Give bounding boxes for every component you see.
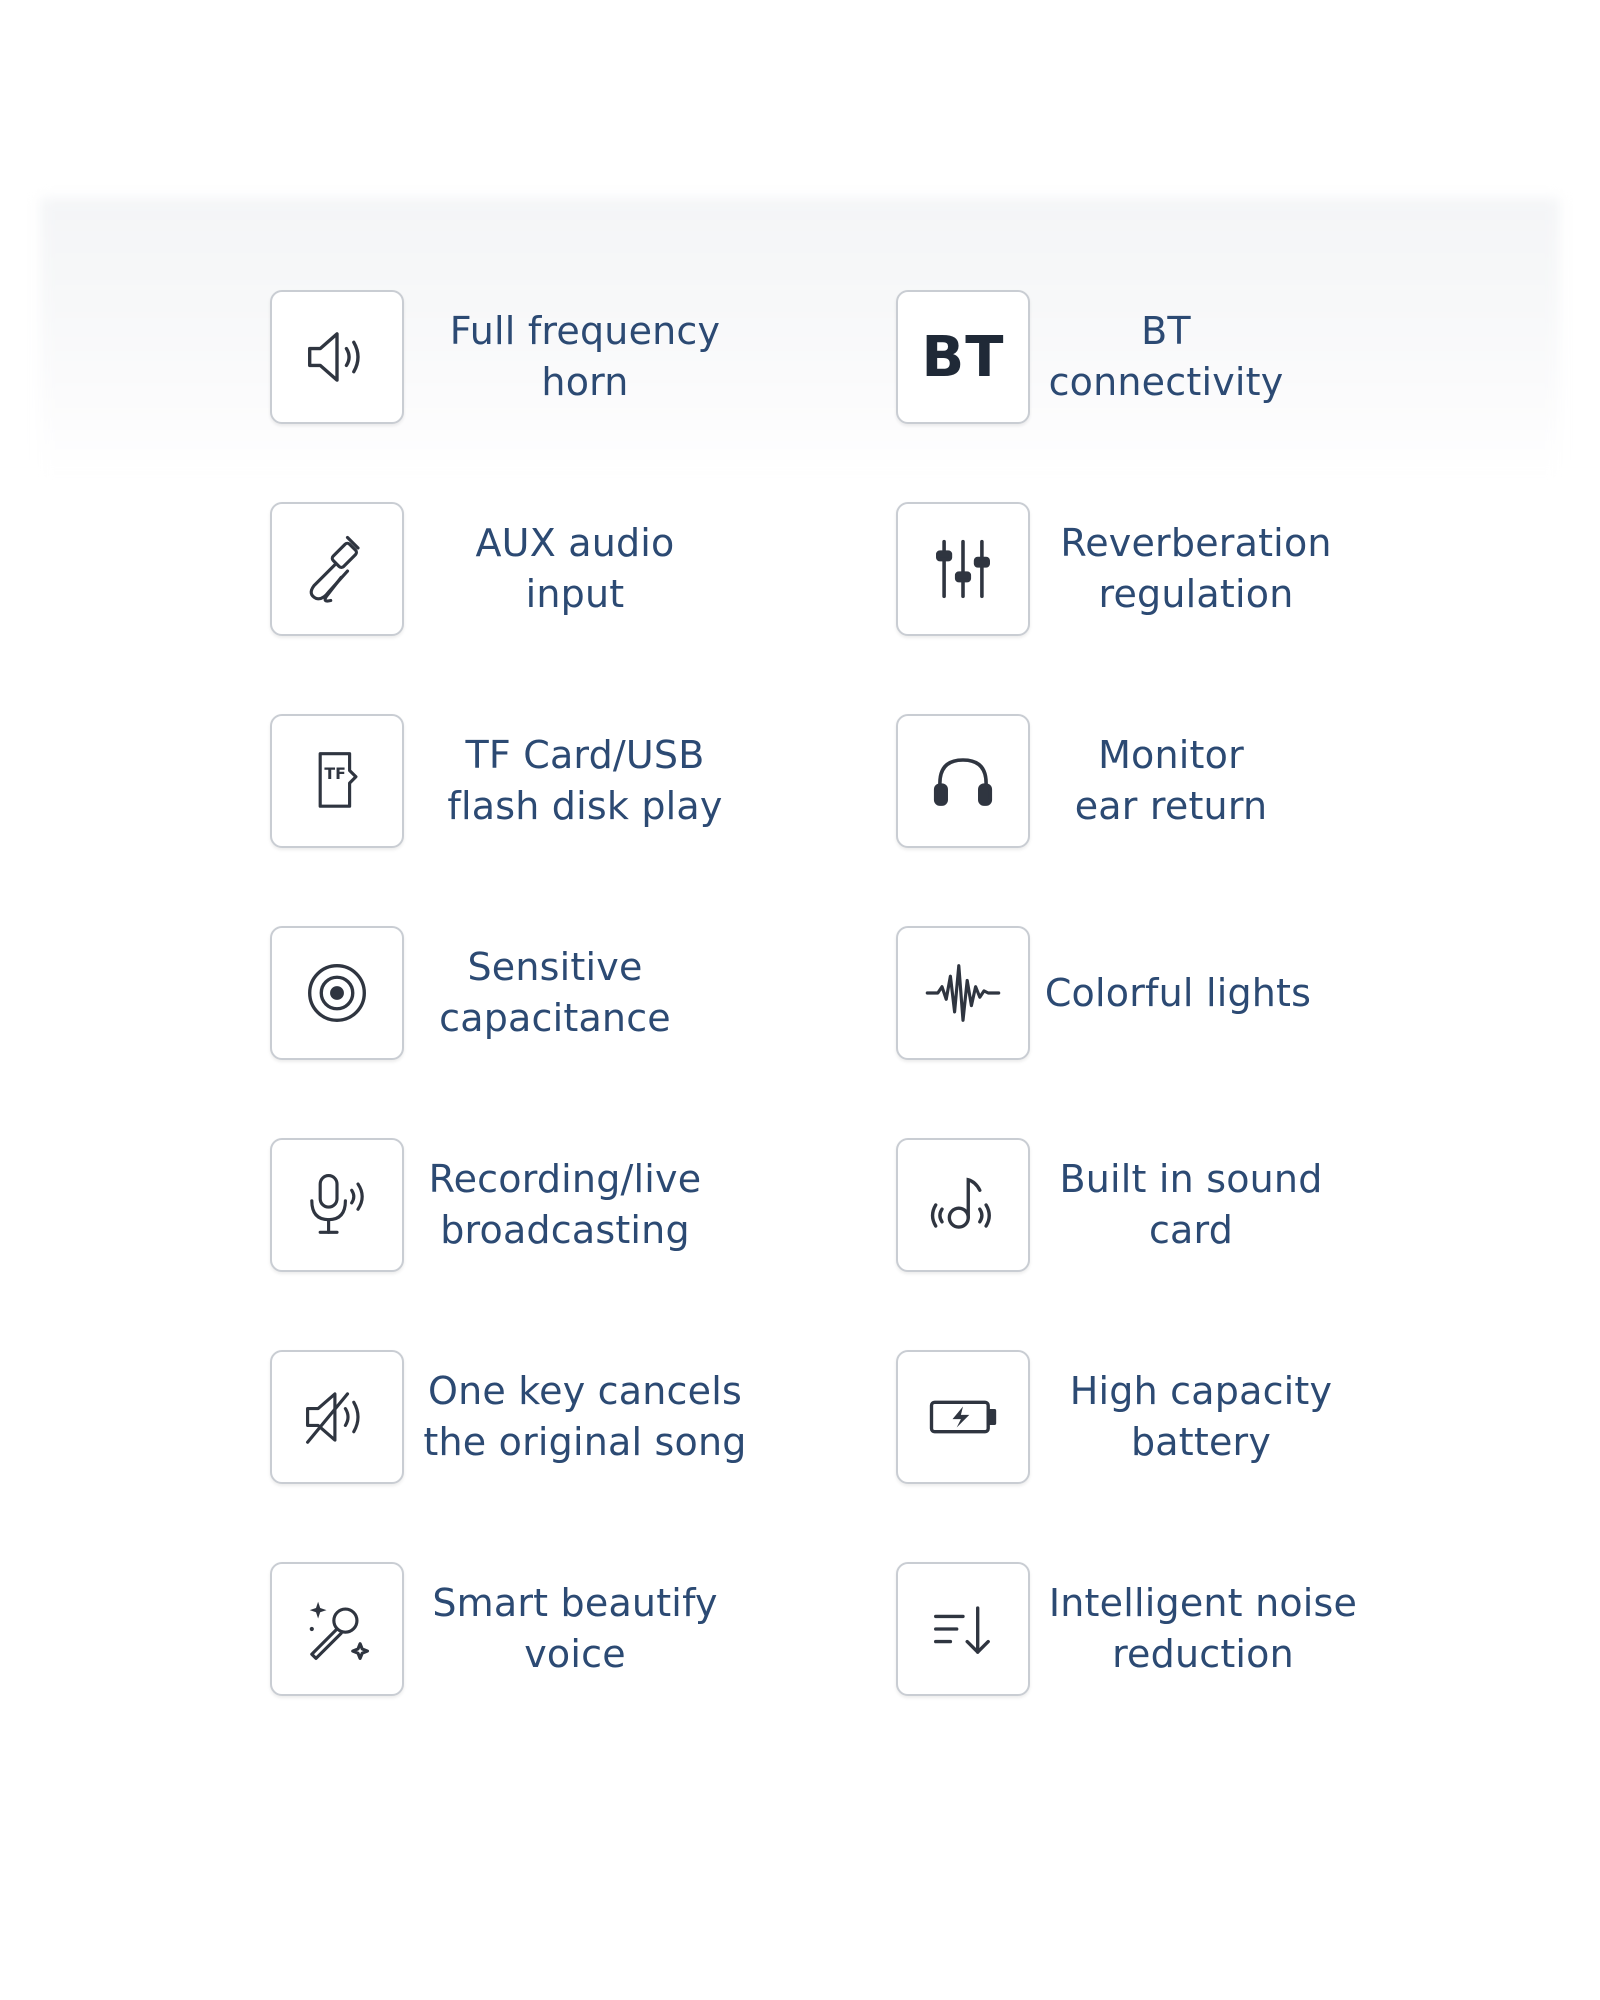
label-line-1: AUX audio [475, 521, 675, 565]
target-circle-icon [295, 951, 379, 1035]
feature-label [1046, 502, 1346, 636]
feature-label [420, 1138, 710, 1272]
feature-label [1046, 1138, 1336, 1272]
magic-microphone-icon [295, 1587, 379, 1671]
label-line-1: Built in sound [1059, 1157, 1323, 1201]
battery-charging-icon [921, 1375, 1005, 1459]
feature-label [420, 502, 730, 636]
feature-label [420, 290, 750, 424]
label-line-1: Recording/live [428, 1157, 702, 1201]
microphone-broadcast-icon [295, 1163, 379, 1247]
headphones-icon [921, 739, 1005, 823]
label-line-1: TF Card/USB [465, 733, 705, 777]
label-line-2: reduction [1112, 1632, 1294, 1676]
label-line-1: Intelligent noise [1048, 1581, 1358, 1625]
feature-aux-audio-input [270, 502, 970, 642]
label-line-1: Smart beautify [432, 1581, 718, 1625]
icon-box [896, 1138, 1030, 1272]
icon-box [270, 1562, 404, 1696]
label-line-2: voice [524, 1632, 626, 1676]
feature-intelligent-noise-reduction [896, 1562, 1596, 1702]
feature-built-in-sound-card [896, 1138, 1596, 1278]
feature-label [420, 714, 750, 848]
label-line-1: High capacity [1069, 1369, 1333, 1413]
icon-box [270, 1350, 404, 1484]
feature-bt-connectivity [896, 290, 1596, 430]
label-line-2: the original song [423, 1420, 747, 1464]
equalizer-sliders-icon [921, 527, 1005, 611]
label-line-2: regulation [1098, 572, 1294, 616]
label-line-2: flash disk play [447, 784, 723, 828]
label-line-1: One key cancels [428, 1369, 742, 1413]
icon-box [896, 1350, 1030, 1484]
feature-recording-live-broadcasting [270, 1138, 970, 1278]
tf-card-icon-text: TF [324, 763, 346, 783]
music-note-sound-icon [921, 1163, 1005, 1247]
label-line-2: ear return [1074, 784, 1268, 828]
label-line-2: connectivity [1048, 360, 1284, 404]
label-line-2: card [1148, 1208, 1234, 1252]
feature-label [1046, 714, 1296, 848]
sound-wave-icon [921, 951, 1005, 1035]
feature-colorful-lights [896, 926, 1596, 1066]
icon-box [896, 714, 1030, 848]
icon-box [270, 1138, 404, 1272]
feature-full-frequency-horn [270, 290, 970, 430]
feature-label [1046, 290, 1286, 424]
feature-high-capacity-battery [896, 1350, 1596, 1490]
label-line-2: broadcasting [440, 1208, 690, 1252]
label-line-2: horn [541, 360, 629, 404]
feature-label [1046, 1350, 1356, 1484]
icon-box [270, 714, 404, 848]
feature-monitor-ear-return [896, 714, 1596, 854]
label-line-2: battery [1130, 1420, 1272, 1464]
icon-box [270, 290, 404, 424]
label-line-1: Colorful lights [1044, 970, 1312, 1015]
speaker-mute-icon [295, 1375, 379, 1459]
icon-box [896, 926, 1030, 1060]
feature-smart-beautify-voice [270, 1562, 970, 1702]
speaker-icon [295, 315, 379, 399]
feature-label [420, 926, 690, 1060]
tf-card-icon [295, 739, 379, 823]
icon-box [896, 502, 1030, 636]
icon-box [896, 1562, 1030, 1696]
feature-label [420, 1562, 730, 1696]
label-line-2: input [525, 572, 625, 616]
noise-reduction-icon [921, 1587, 1005, 1671]
label-line-1: Full frequency [449, 309, 721, 353]
icon-box [270, 502, 404, 636]
feature-label [1038, 1562, 1368, 1696]
feature-one-key-cancels [270, 1350, 970, 1490]
feature-label [420, 1350, 750, 1484]
feature-label [1038, 926, 1318, 1060]
icon-box [896, 290, 1030, 424]
label-line-1: Reverberation [1060, 521, 1332, 565]
feature-tf-card-usb [270, 714, 970, 854]
bt-icon: BT [921, 324, 1005, 390]
label-line-1: BT [1141, 309, 1191, 353]
label-line-2: capacitance [439, 996, 671, 1040]
feature-reverberation-regulation [896, 502, 1596, 642]
aux-cable-icon [295, 527, 379, 611]
label-line-1: Sensitive [467, 945, 643, 989]
label-line-1: Monitor [1098, 733, 1244, 777]
feature-sensitive-capacitance [270, 926, 970, 1066]
icon-box [270, 926, 404, 1060]
